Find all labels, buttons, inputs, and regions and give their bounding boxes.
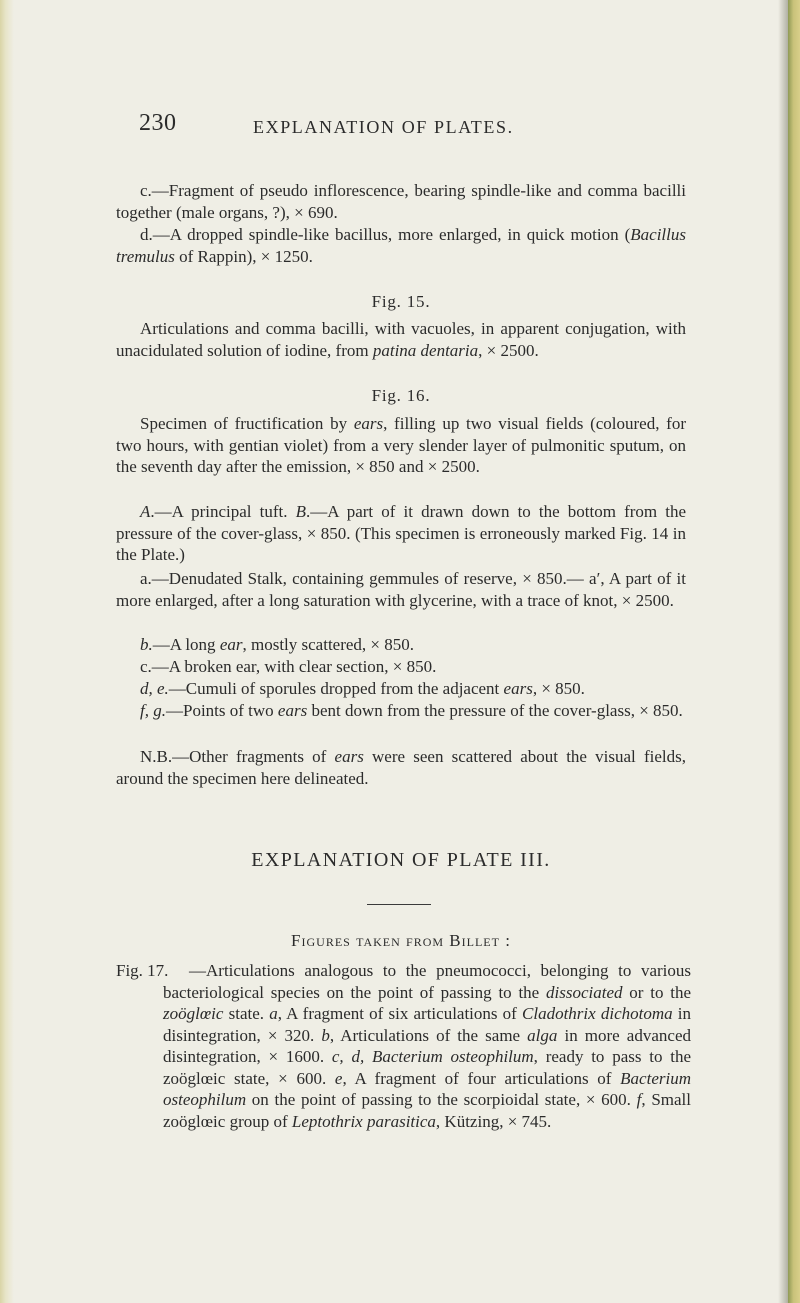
- fig16-item-de: d, e.—Cumuli of sporules dropped from the adjacent ears, × 850.: [140, 679, 585, 698]
- fig16-item-AB: A.—A principal tuft. B.—A part of it drawn down to the bottom from the pressure of the cover-glass, × 850. (This specimen is erroneously marked Fig. 14 in the Plate.): [116, 502, 686, 564]
- fig16-item-b: b.—A long ear, mostly scattered, × 850.: [140, 635, 415, 654]
- fig16-item-a: a.—Denudated Stalk, containing gemmules of reserve, × 850.— a′, A part of it more enlarged, after a long saturation with glycerine, with a trace of knot, × 2500.: [116, 569, 686, 610]
- running-head: EXPLANATION OF PLATES.: [253, 117, 514, 137]
- fig15-heading: Fig. 15.: [371, 292, 431, 311]
- page-left-edge: [0, 0, 14, 1303]
- fig16-item-fg: f, g.—Points of two ears bent down from the pressure of the cover-glass, × 850.: [140, 701, 683, 720]
- fig16-intro: Specimen of fructification by ears, filling up two visual fields (coloured, for two hours, with gentian violet) from a very slender layer of pulmonitic sputum, on the seventh day after the emission, × 850 and × 2500.: [116, 414, 687, 476]
- fig16-nb-note: N.B.—Other fragments of ears were seen scattered about the visual fields, around the specimen here delineated.: [116, 747, 686, 788]
- fig15-text: Articulations and comma bacilli, with vacuoles, in apparent conjugation, with unacidulated solution of iodine, from patina dentaria, × 2500.: [116, 319, 686, 360]
- fig17-text: —Articulations analogous to the pneumococci, belonging to various bacteriological species on the point of passing to the dissociated or to the zoöglœic state. a, A fragment of six articulations of Cladothrix dichotoma in disintegration, × 320. b, Articulations of the same alga in more advanced disintegration, × 1600. c, d, Bacterium osteophilum, ready to pass to the zoöglœic state, × 600. e, A fragment of four articulations of Bacterium osteophilum on the point of passing to the scorpioidal state, × 600. f, Small zoöglœic group of Leptothrix parasitica, Kützing, × 745.: [163, 961, 692, 1131]
- page-number: 230: [139, 110, 177, 136]
- plate3-heading: EXPLANATION OF PLATE III.: [251, 849, 551, 871]
- fig16-heading: Fig. 16.: [371, 386, 431, 405]
- fig14-item-c: c.—Fragment of pseudo inflorescence, bearing spindle-like and comma bacilli together (male organs, ?), × 690.: [116, 181, 686, 222]
- page-right-edge: [788, 0, 800, 1303]
- plate3-subheading: Figures taken from Billet :: [291, 931, 511, 950]
- page-gutter-shadow: [778, 0, 788, 1303]
- section-divider: [367, 904, 431, 905]
- fig14-item-d: d.—A dropped spindle-like bacillus, more enlarged, in quick motion (Bacillus tremulus of Rappin), × 1250.: [116, 225, 686, 266]
- fig16-item-c: c.—A broken ear, with clear section, × 850.: [140, 657, 437, 676]
- fig17-label: Fig. 17.: [116, 961, 169, 980]
